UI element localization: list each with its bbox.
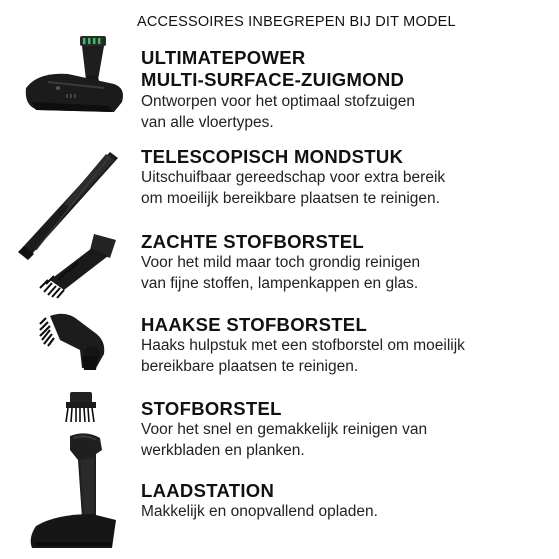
accessories-header: ACCESSOIRES INBEGREPEN BIJ DIT MODEL: [137, 14, 456, 30]
item-description-line: bereikbare plaatsen te reinigen.: [141, 358, 359, 375]
soft-brush-icon: [34, 228, 120, 300]
item-title-line: MULTI-SURFACE-ZUIGMOND: [141, 69, 405, 90]
item-description-line: Uitschuifbaar gereedschap voor extra bereik: [141, 169, 446, 186]
dusting-brush-icon: [56, 390, 102, 424]
item-title-line: ULTIMATEPOWER: [141, 47, 306, 68]
item-description-line: Makkelijk en onopvallend opladen.: [141, 503, 378, 520]
angled-brush-icon: [36, 310, 116, 372]
item-description-line: Ontworpen voor het optimaal stofzuigen: [141, 93, 415, 110]
item-description-line: van fijne stoffen, lampenkappen en glas.: [141, 275, 419, 292]
floor-nozzle-icon: [18, 32, 130, 122]
item-description-line: werkbladen en planken.: [141, 442, 305, 459]
item-title-line: ZACHTE STOFBORSTEL: [141, 231, 364, 252]
item-title-line: HAAKSE STOFBORSTEL: [141, 314, 368, 335]
item-title-line: TELESCOPISCH MONDSTUK: [141, 146, 404, 167]
charging-station-icon: [26, 430, 122, 554]
item-description-line: Voor het snel en gemakkelijk reinigen van: [141, 421, 428, 438]
item-description-line: om moeilijk bereikbare plaatsen te reinigen.: [141, 190, 440, 207]
item-description-line: Haaks hulpstuk met een stofborstel om moeilijk: [141, 337, 465, 354]
item-description-line: Voor het mild maar toch grondig reinigen: [141, 254, 421, 271]
item-title-line: STOFBORSTEL: [141, 398, 282, 419]
item-title-line: LAADSTATION: [141, 480, 275, 501]
item-description-line: van alle vloertypes.: [141, 114, 274, 131]
